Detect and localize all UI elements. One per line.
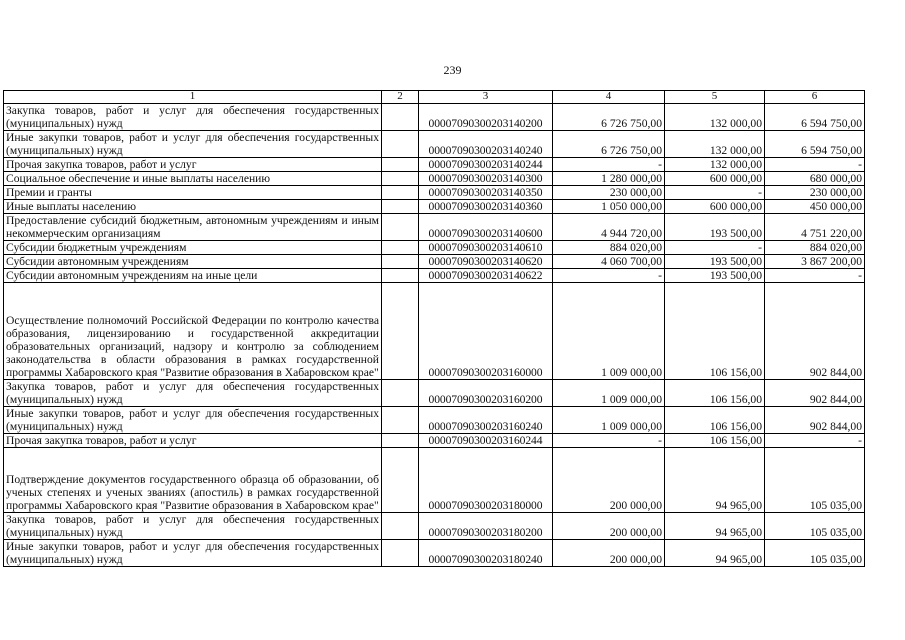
row-name: Иные закупки товаров, работ и услуг для обеспечения государственных (муниципальных) нужд [4,407,382,434]
row-value-4: 6 726 750,00 [553,104,665,131]
table-row [4,214,865,241]
row-name: Закупка товаров, работ и услуг для обеспечения государственных (муниципальных) нужд [4,380,382,407]
table-row [4,513,865,540]
row-value-5: 193 500,00 [665,269,765,283]
row-col2 [382,131,419,158]
column-header: 5 [665,91,765,104]
row-value-4: 1 009 000,00 [553,283,665,380]
table-row [4,269,865,283]
row-code: 00007090300203140622 [419,269,553,283]
row-value-6: 6 594 750,00 [765,131,865,158]
row-value-4: 4 944 720,00 [553,214,665,241]
row-name: Субсидии автономным учреждениям [4,255,382,269]
row-value-5: 600 000,00 [665,200,765,214]
table-row [4,434,865,448]
row-value-6: 105 035,00 [765,540,865,567]
row-name: Предоставление субсидий бюджетным, автономным учреждениям и иным некоммерческим организациям [4,214,382,241]
row-value-4: 1 280 000,00 [553,172,665,186]
row-value-6: 4 751 220,00 [765,214,865,241]
column-header: 2 [382,91,419,104]
table-row [4,448,865,513]
row-code: 00007090300203140240 [419,131,553,158]
table-row [4,407,865,434]
row-value-4: 6 726 750,00 [553,131,665,158]
row-value-4: - [553,434,665,448]
row-value-6: 884 020,00 [765,241,865,255]
row-name: Субсидии бюджетным учреждениям [4,241,382,255]
row-name: Иные закупки товаров, работ и услуг для обеспечения государственных (муниципальных) нужд [4,131,382,158]
row-value-6: 6 594 750,00 [765,104,865,131]
row-value-4: 1 050 000,00 [553,200,665,214]
row-code: 00007090300203180240 [419,540,553,567]
row-value-6: 902 844,00 [765,380,865,407]
row-code: 00007090300203160200 [419,380,553,407]
row-value-6: - [765,434,865,448]
row-name: Прочая закупка товаров, работ и услуг [4,434,382,448]
row-value-5: 94 965,00 [665,448,765,513]
table-row [4,540,865,567]
row-value-5: 106 156,00 [665,434,765,448]
row-value-4: 230 000,00 [553,186,665,200]
row-col2 [382,513,419,540]
row-col2 [382,104,419,131]
row-value-6: - [765,158,865,172]
row-value-6: 902 844,00 [765,407,865,434]
row-value-6: - [765,269,865,283]
column-header: 4 [553,91,665,104]
row-col2 [382,434,419,448]
row-value-5: 106 156,00 [665,283,765,380]
row-code: 00007090300203160244 [419,434,553,448]
row-code: 00007090300203140200 [419,104,553,131]
row-value-4: 200 000,00 [553,448,665,513]
row-code: 00007090300203140600 [419,214,553,241]
row-value-6: 680 000,00 [765,172,865,186]
row-value-4: 1 009 000,00 [553,380,665,407]
row-value-4: 884 020,00 [553,241,665,255]
row-col2 [382,241,419,255]
row-code: 00007090300203140350 [419,186,553,200]
row-col2 [382,214,419,241]
row-value-4: - [553,269,665,283]
row-col2 [382,158,419,172]
table-row [4,131,865,158]
row-value-4: 200 000,00 [553,540,665,567]
row-value-5: 106 156,00 [665,407,765,434]
row-value-6: 105 035,00 [765,513,865,540]
row-value-5: 94 965,00 [665,540,765,567]
column-header: 6 [765,91,865,104]
row-col2 [382,255,419,269]
column-header: 1 [4,91,382,104]
row-value-4: - [553,158,665,172]
header-row [4,91,865,104]
row-code: 00007090300203140244 [419,158,553,172]
row-code: 00007090300203140610 [419,241,553,255]
row-value-5: 193 500,00 [665,255,765,269]
row-name: Субсидии автономным учреждениям на иные цели [4,269,382,283]
row-value-5: 132 000,00 [665,131,765,158]
table-row [4,241,865,255]
page-number: 239 [443,63,462,77]
row-code: 00007090300203140360 [419,200,553,214]
table-row [4,172,865,186]
row-col2 [382,380,419,407]
table-row [4,200,865,214]
row-code: 00007090300203180000 [419,448,553,513]
row-name: Иные выплаты населению [4,200,382,214]
row-value-5: 106 156,00 [665,380,765,407]
row-value-5: 94 965,00 [665,513,765,540]
column-header: 3 [419,91,553,104]
row-name: Прочая закупка товаров, работ и услуг [4,158,382,172]
row-col2 [382,540,419,567]
row-code: 00007090300203160240 [419,407,553,434]
row-value-5: 193 500,00 [665,214,765,241]
row-value-6: 3 867 200,00 [765,255,865,269]
row-code: 00007090300203160000 [419,283,553,380]
row-code: 00007090300203140620 [419,255,553,269]
table-row [4,186,865,200]
row-name: Иные закупки товаров, работ и услуг для обеспечения государственных (муниципальных) нужд [4,540,382,567]
row-name: Социальное обеспечение и иные выплаты населению [4,172,382,186]
table-row [4,380,865,407]
row-name: Подтверждение документов государственного образца об образовании, об ученых степенях и ученых званиях (апостиль) в рамках государственной программы Хабаровского края "Развитие образования в Хабаровском крае" [4,448,382,513]
row-name: Осуществление полномочий Российской Федерации по контролю качества образования, лицензированию и государственной аккредитации образовательных организаций, надзору и контролю за соблюдением законодательства в области образования в рамках государственной программы Хабаровского края "Развитие образования в Хабаровском крае" [4,283,382,380]
row-col2 [382,448,419,513]
row-code: 00007090300203140300 [419,172,553,186]
table-row [4,255,865,269]
row-value-4: 4 060 700,00 [553,255,665,269]
row-value-4: 1 009 000,00 [553,407,665,434]
row-value-6: 902 844,00 [765,283,865,380]
row-code: 00007090300203180200 [419,513,553,540]
row-col2 [382,269,419,283]
table-row [4,104,865,131]
table-row [4,158,865,172]
row-name: Премии и гранты [4,186,382,200]
row-value-5: 600 000,00 [665,172,765,186]
budget-table [3,90,865,567]
row-name: Закупка товаров, работ и услуг для обеспечения государственных (муниципальных) нужд [4,104,382,131]
row-value-6: 230 000,00 [765,186,865,200]
row-name: Закупка товаров, работ и услуг для обеспечения государственных (муниципальных) нужд [4,513,382,540]
row-col2 [382,172,419,186]
row-col2 [382,283,419,380]
row-value-5: - [665,241,765,255]
row-value-5: 132 000,00 [665,158,765,172]
row-value-5: 132 000,00 [665,104,765,131]
row-value-6: 450 000,00 [765,200,865,214]
row-col2 [382,200,419,214]
row-value-4: 200 000,00 [553,513,665,540]
table-row [4,283,865,380]
row-value-6: 105 035,00 [765,448,865,513]
row-value-5: - [665,186,765,200]
row-col2 [382,407,419,434]
row-col2 [382,186,419,200]
